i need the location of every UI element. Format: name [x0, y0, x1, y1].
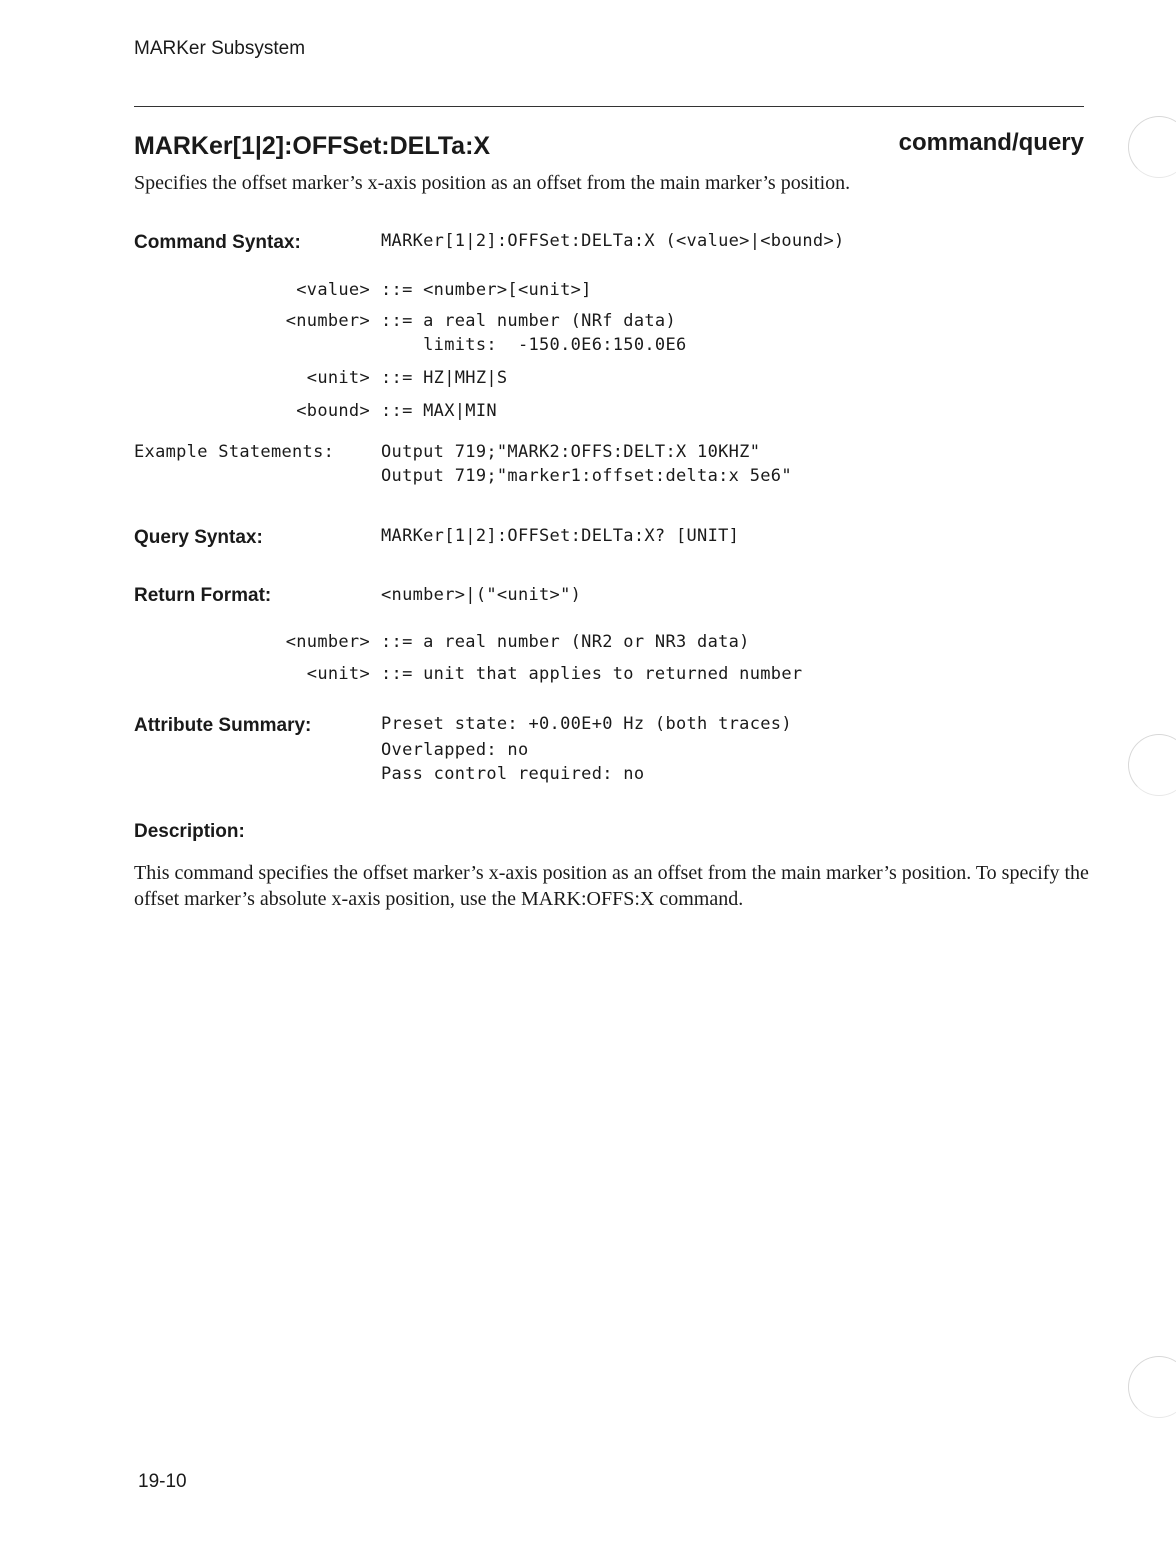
- value-definition: ::= <number>[<unit>]: [381, 280, 592, 300]
- description-text: This command specifies the offset marker’s x-axis position as an offset from the main marker’s position. To specify the offset marker’s absolute x-axis position, use the MARK:OFFS:X command.: [134, 862, 1089, 910]
- bound-definition: ::= MAX|MIN: [381, 401, 497, 421]
- command-summary: Specifies the offset marker’s x-axis position as an offset from the main marker’s position.: [134, 172, 851, 194]
- return-format: <number>|("<unit>"): [381, 585, 582, 605]
- command-type: command/query: [898, 129, 1084, 156]
- example-statements-label: Example Statements:: [134, 442, 335, 462]
- query-syntax: MARKer[1|2]:OFFSet:DELTa:X? [UNIT]: [381, 526, 740, 546]
- bound-term: <bound>: [296, 401, 370, 421]
- number-term: <number>: [285, 311, 370, 331]
- unit-definition: ::= HZ|MHZ|S: [381, 368, 508, 388]
- return-number-term: <number>: [285, 632, 370, 652]
- return-unit-term: <unit>: [306, 664, 370, 684]
- description-heading: Description:: [134, 821, 245, 842]
- example-statement-2: Output 719;"marker1:offset:delta:x 5e6": [381, 466, 792, 486]
- command-syntax-label: Command Syntax:: [134, 232, 301, 253]
- page-number: 19-10: [138, 1471, 187, 1492]
- binder-hole-mark: [1128, 734, 1176, 796]
- attribute-summary-label: Attribute Summary:: [134, 715, 312, 736]
- return-number-definition: ::= a real number (NR2 or NR3 data): [381, 632, 750, 652]
- return-unit-definition: ::= unit that applies to returned number: [381, 664, 803, 684]
- attribute-overlapped: Overlapped: no: [381, 740, 529, 760]
- running-head: MARKer Subsystem: [134, 38, 306, 59]
- attribute-pass-control: Pass control required: no: [381, 764, 645, 784]
- attribute-preset-state: Preset state: +0.00E+0 Hz (both traces): [381, 714, 792, 734]
- command-title: MARKer[1|2]:OFFSet:DELTa:X: [134, 132, 491, 160]
- example-statement-1: Output 719;"MARK2:OFFS:DELT:X 10KHZ": [381, 442, 761, 462]
- unit-term: <unit>: [306, 368, 370, 388]
- return-format-label: Return Format:: [134, 585, 272, 606]
- binder-hole-mark: [1128, 1356, 1176, 1418]
- command-syntax: MARKer[1|2]:OFFSet:DELTa:X (<value>|<bound>): [381, 231, 845, 251]
- header-rule: [134, 106, 1084, 107]
- value-term: <value>: [296, 280, 370, 300]
- number-limits: limits: -150.0E6:150.0E6: [381, 335, 687, 355]
- number-definition: ::= a real number (NRf data): [381, 311, 676, 331]
- binder-hole-mark: [1128, 116, 1176, 178]
- query-syntax-label: Query Syntax:: [134, 527, 263, 548]
